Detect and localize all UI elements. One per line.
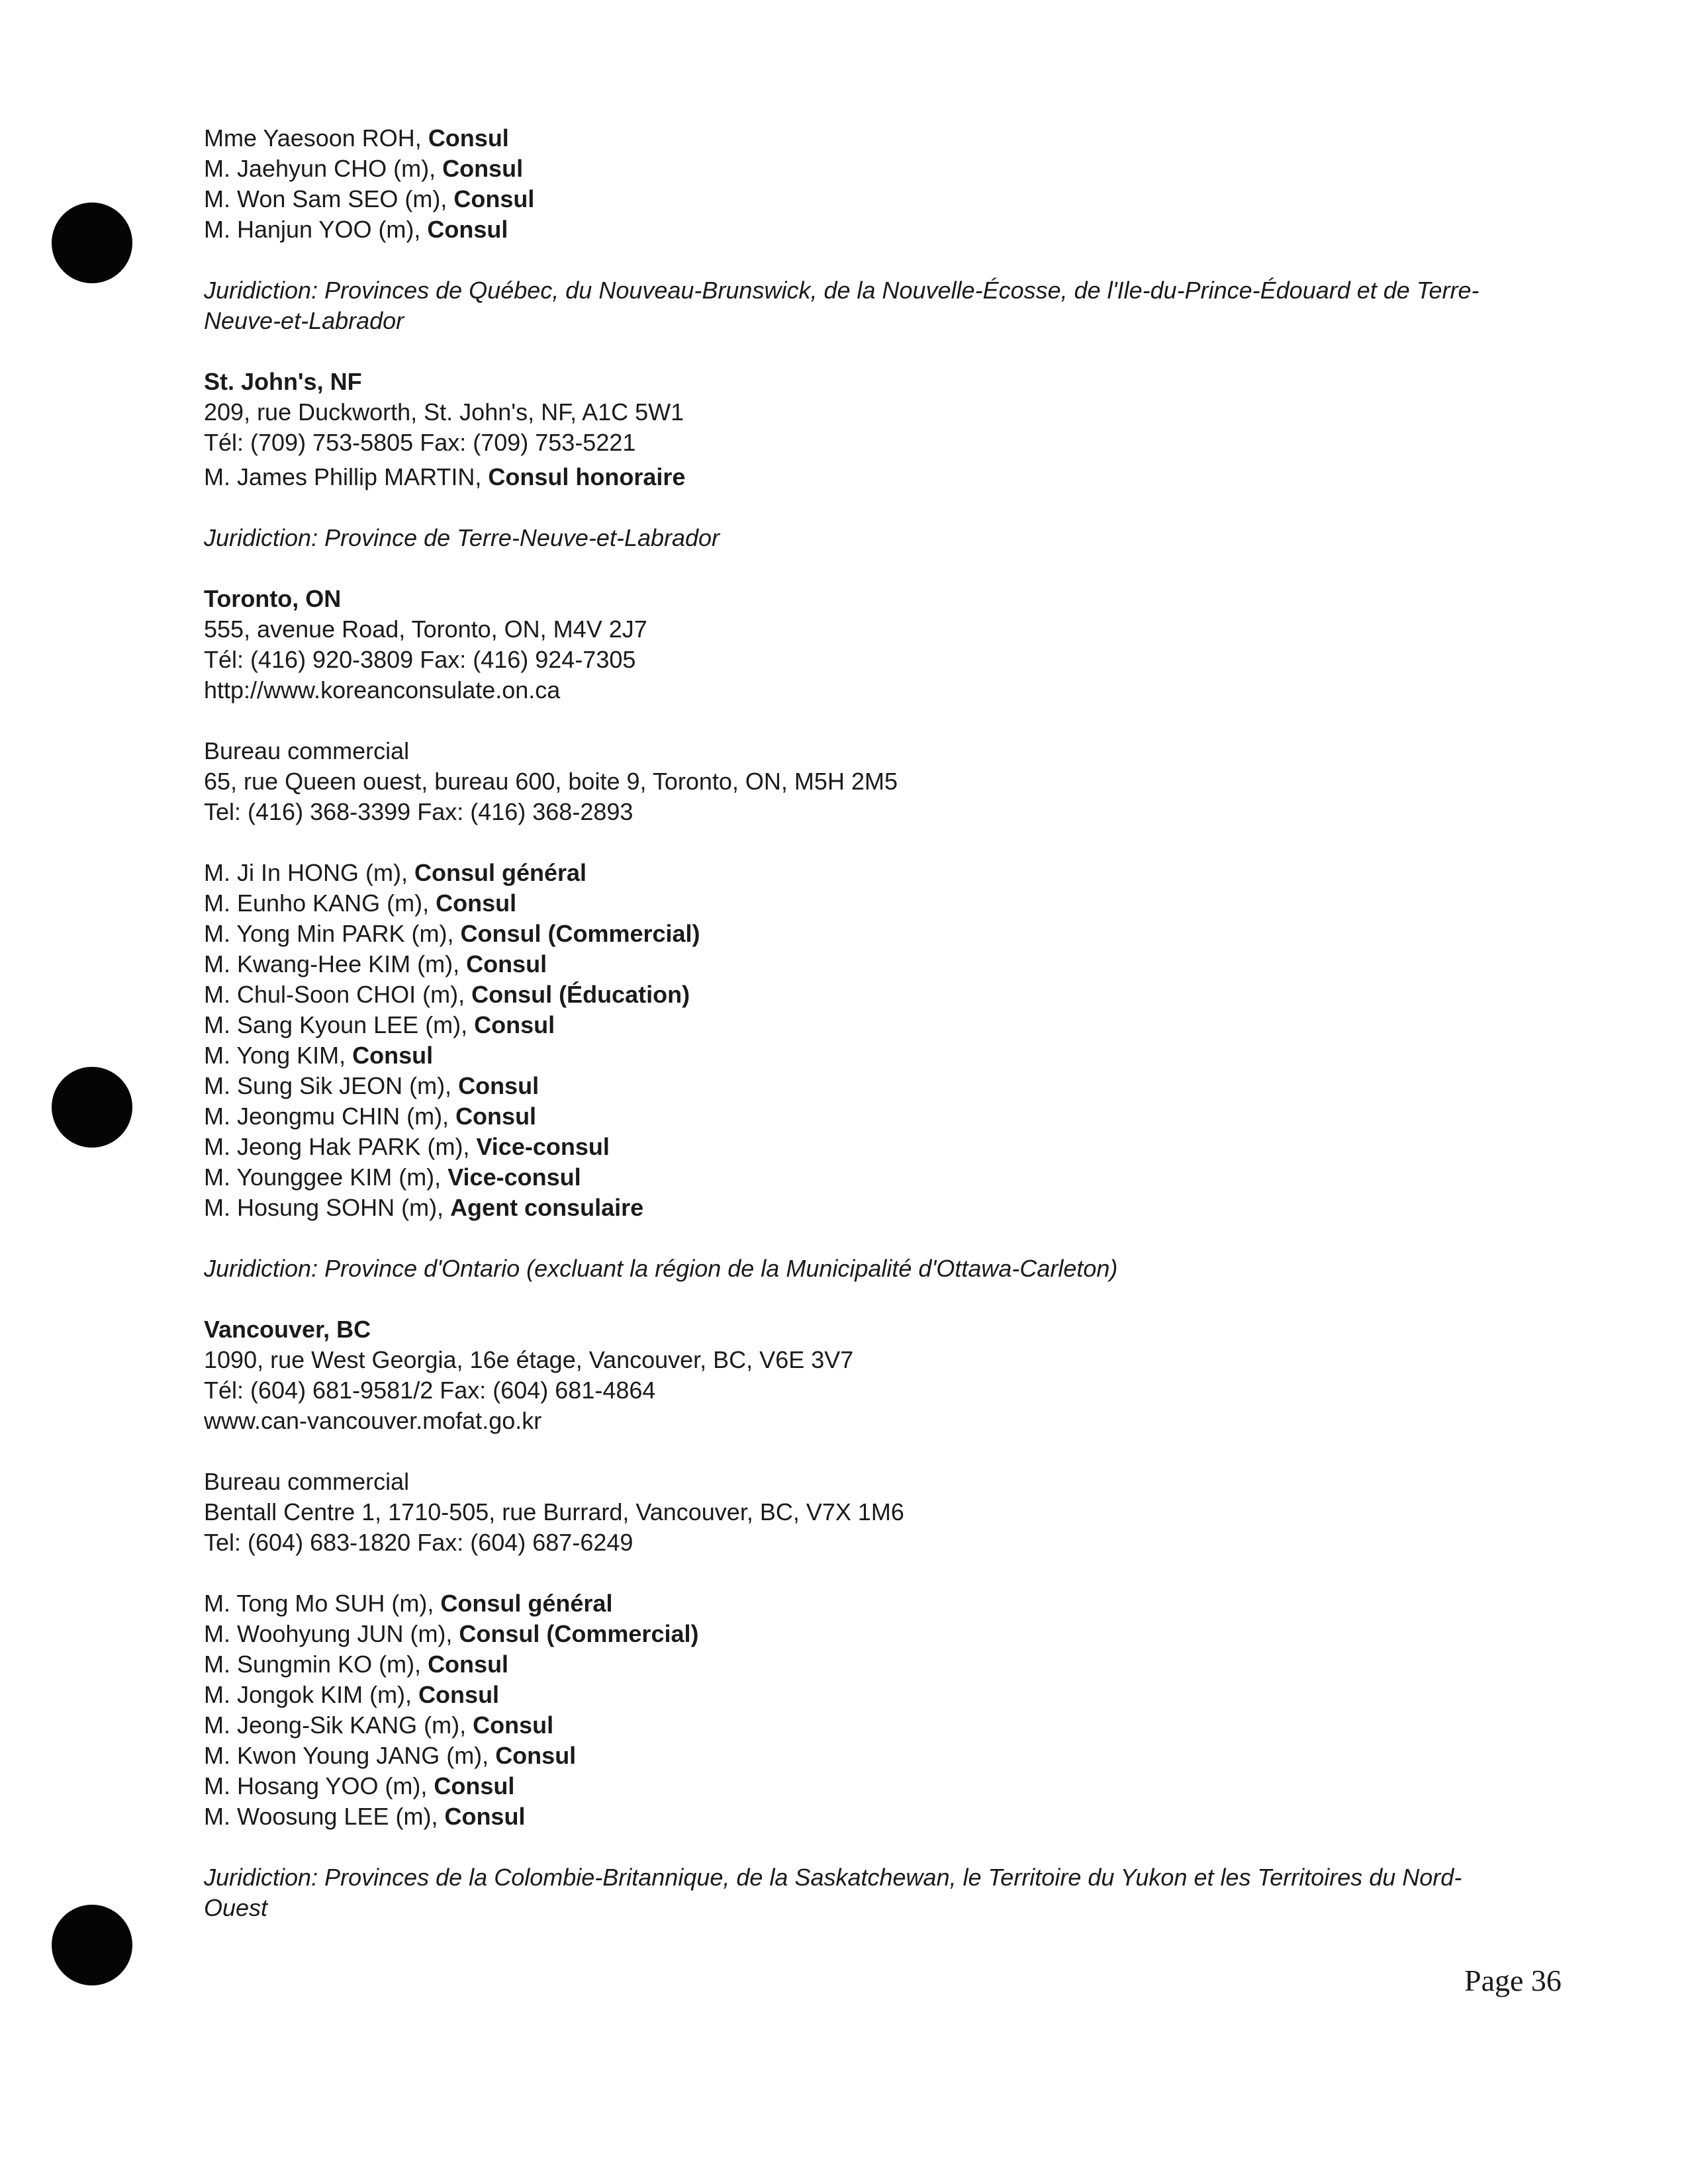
vancouver-address: 1090, rue West Georgia, 16e étage, Vancouver, BC, V6E 3V7	[204, 1346, 854, 1373]
staff-entry: M. Jaehyun CHO (m), Consul	[204, 155, 524, 182]
staff-entry: Mme Yaesoon ROH, Consul	[204, 124, 509, 152]
vancouver-heading: Vancouver, BC	[204, 1316, 371, 1343]
staff-entry: M. Jeong-Sik KANG (m), Consul	[204, 1711, 554, 1739]
toronto-heading: Toronto, ON	[204, 585, 342, 612]
vancouver-phone: Tél: (604) 681-9581/2 Fax: (604) 681-4864	[204, 1377, 656, 1404]
page-number: Page 36	[1464, 1964, 1562, 1997]
staff-entry: M. Kwang-Hee KIM (m), Consul	[204, 950, 547, 978]
montreal-staff-list	[204, 123, 1534, 245]
staff-entry: M. Kwon Young JANG (m), Consul	[204, 1742, 577, 1769]
vancouver-commercial-phone: Tel: (604) 683-1820 Fax: (604) 687-6249	[204, 1529, 633, 1556]
staff-entry: M. Jongok KIM (m), Consul	[204, 1681, 500, 1708]
staff-entry: M. James Phillip MARTIN, Consul honoraire	[204, 463, 686, 490]
staff-entry: M. Hosang YOO (m), Consul	[204, 1772, 515, 1799]
toronto-website[interactable]: http://www.koreanconsulate.on.ca	[204, 676, 561, 704]
staff-entry: M. Woohyung JUN (m), Consul (Commercial)	[204, 1620, 699, 1647]
punch-hole-middle	[52, 1067, 132, 1148]
staff-entry: M. Hosung SOHN (m), Agent consulaire	[204, 1194, 644, 1221]
staff-entry: M. Ji In HONG (m), Consul général	[204, 859, 587, 886]
st-johns-phone: Tél: (709) 753-5805 Fax: (709) 753-5221	[204, 429, 636, 456]
toronto-jurisdiction: Juridiction: Province d'Ontario (excluant la région de la Municipalité d'Ottawa-Carleton)	[204, 1255, 1118, 1282]
staff-entry: M. Yong Min PARK (m), Consul (Commercial)	[204, 920, 700, 947]
toronto-commercial-label: Bureau commercial	[204, 737, 410, 764]
staff-entry: M. Yong KIM, Consul	[204, 1042, 434, 1069]
staff-entry: M. Younggee KIM (m), Vice-consul	[204, 1163, 581, 1191]
toronto-staff-list	[204, 858, 1534, 1223]
toronto-commercial-address: 65, rue Queen ouest, bureau 600, boite 9, Toronto, ON, M5H 2M5	[204, 768, 898, 795]
montreal-jurisdiction: Juridiction: Provinces de Québec, du Nouveau-Brunswick, de la Nouvelle-Écosse, de l'Ile-du-Prince-Édouard et de Terre-Neuve-et-Labrador	[204, 277, 1479, 334]
vancouver-commercial-address: Bentall Centre 1, 1710-505, rue Burrard, Vancouver, BC, V7X 1M6	[204, 1498, 904, 1525]
staff-entry: M. Jeongmu CHIN (m), Consul	[204, 1103, 537, 1130]
vancouver-commercial-label: Bureau commercial	[204, 1468, 410, 1495]
staff-entry: M. Chul-Soon CHOI (m), Consul (Éducation)	[204, 981, 690, 1008]
staff-entry: M. Sungmin KO (m), Consul	[204, 1651, 509, 1678]
st-johns-heading: St. John's, NF	[204, 368, 362, 395]
st-johns-address: 209, rue Duckworth, St. John's, NF, A1C 5W1	[204, 398, 684, 426]
vancouver-jurisdiction: Juridiction: Provinces de la Colombie-Britannique, de la Saskatchewan, le Territoire du Yukon et les Territoires du Nord-Ouest	[204, 1864, 1462, 1921]
staff-entry: M. Won Sam SEO (m), Consul	[204, 185, 535, 212]
toronto-phone: Tél: (416) 920-3809 Fax: (416) 924-7305	[204, 646, 636, 673]
page-content	[204, 123, 1534, 1923]
staff-entry: M. Sung Sik JEON (m), Consul	[204, 1072, 539, 1099]
punch-hole-top	[52, 203, 132, 283]
staff-entry: M. Hanjun YOO (m), Consul	[204, 216, 508, 243]
toronto-address: 555, avenue Road, Toronto, ON, M4V 2J7	[204, 615, 647, 643]
staff-entry: M. Woosung LEE (m), Consul	[204, 1803, 526, 1830]
toronto-commercial-phone: Tel: (416) 368-3399 Fax: (416) 368-2893	[204, 798, 633, 825]
staff-entry: M. Eunho KANG (m), Consul	[204, 889, 517, 917]
staff-entry: M. Sang Kyoun LEE (m), Consul	[204, 1011, 555, 1038]
staff-entry: M. Tong Mo SUH (m), Consul général	[204, 1590, 613, 1617]
vancouver-staff-list	[204, 1588, 1534, 1832]
staff-entry: M. Jeong Hak PARK (m), Vice-consul	[204, 1133, 610, 1160]
punch-hole-bottom	[52, 1905, 132, 1985]
vancouver-website[interactable]: www.can-vancouver.mofat.go.kr	[204, 1407, 542, 1434]
st-johns-jurisdiction: Juridiction: Province de Terre-Neuve-et-Labrador	[204, 524, 720, 551]
